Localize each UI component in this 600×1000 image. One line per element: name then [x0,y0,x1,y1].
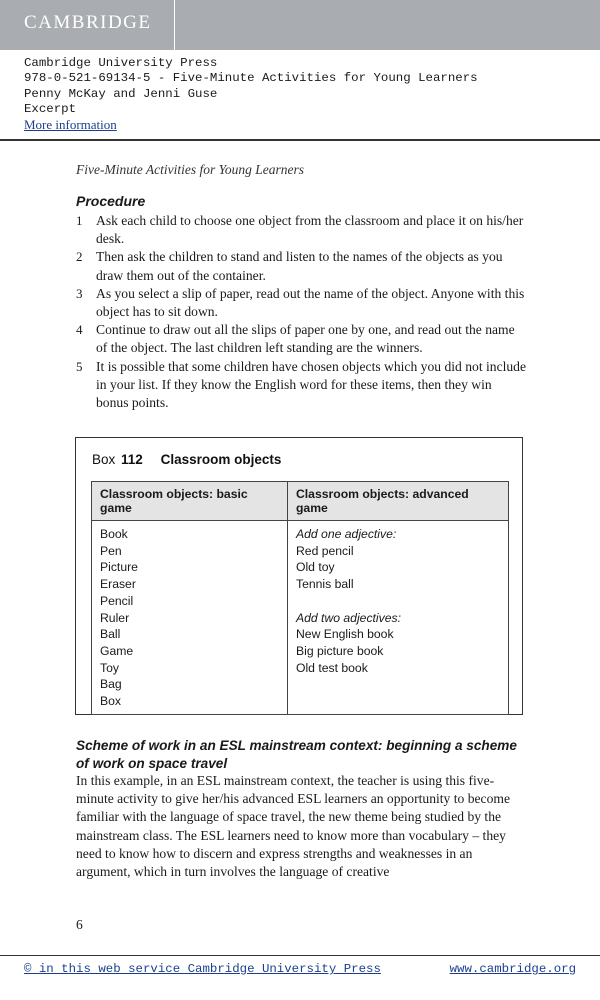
authors: Penny McKay and Jenni Guse [24,86,218,101]
basic-object-item: Book [100,527,128,541]
doc-type: Excerpt [24,101,77,116]
more-information-link[interactable]: More information [24,117,117,133]
procedure-step [76,248,526,284]
procedure-step [76,321,526,357]
step-number: 1 [76,213,83,228]
isbn-title: 978-0-521-69134-5 - Five-Minute Activities for Young Learners [24,71,478,86]
basic-object-item: Box [100,694,122,709]
box-title [92,452,281,467]
section-paragraph: In this example, in an ESL mainstream context, the teacher is using this five-minute activity to give her/his advanced ESL learners an opportunity to become familiar with the language of space travel, the new theme being studied by the mainstream class. The ESL learners need to know more than vocabulary – they need to know how to discern and express strengths and weaknesses in an argument, which in turn involves the language of creative [76,773,510,880]
step-text: Continue to draw out all the slips of paper one by one, and read out the name of the object. The last children left standing are the winners. [96,322,515,356]
adjective-instruction: Add one adjective: [295,527,397,541]
step-number: 5 [76,358,83,374]
step-text: As you select a slip of paper, read out the name of the object. Anyone with this object has to sit down. [96,285,525,320]
box-number: 112 [121,452,143,467]
procedure-steps [76,212,526,412]
procedure-heading: Procedure [76,193,146,209]
basic-object-item: Eraser [100,577,136,592]
basic-object-item: Pencil [100,593,134,608]
publisher-name: Cambridge University Press [24,56,218,70]
step-number: 3 [76,285,83,301]
advanced-object-item: Tennis ball [295,577,354,592]
column-header-basic: Classroom objects: basic game [92,482,288,521]
basic-object-item: Ball [100,627,121,642]
advanced-object-item: New English book [295,627,394,642]
box-heading: Classroom objects [160,452,282,467]
basic-object-item: Toy [100,660,119,675]
adjective-instruction: Add two adjectives: [295,610,401,625]
advanced-object-item: Old test book [295,660,368,675]
step-number: 2 [76,249,83,265]
step-text: It is possible that some children have chosen objects which you did not include in your list. If they know the English word for these items, then they win bonus points. [96,358,527,411]
step-text: Ask each child to choose one object from the classroom and place it on his/her desk. [96,213,524,247]
running-head: Five-Minute Activities for Young Learners [76,162,304,177]
step-number: 4 [76,322,83,338]
basic-object-item: Game [100,643,134,658]
section-heading: Scheme of work in an ESL mainstream context: beginning a scheme of work on space travel [76,738,517,771]
copyright-link[interactable]: © in this web service Cambridge University Press [24,962,381,976]
advanced-object-item: Red pencil [295,543,354,558]
box-112 [75,437,523,715]
basic-object-item: Ruler [100,610,130,625]
advanced-object-item: Big picture book [295,643,384,658]
basic-object-item: Pen [100,543,122,558]
basic-object-item: Bag [100,677,122,692]
page-number: 6 [76,917,83,932]
procedure-step [76,285,526,321]
advanced-object-item [296,593,500,610]
website-link[interactable]: www.cambridge.org [449,962,576,976]
step-text: Then ask the children to stand and listen to the names of the objects as you draw them out of the container. [96,249,503,283]
box-label: Box [92,452,116,467]
procedure-step [76,212,526,248]
cambridge-logo: CAMBRIDGE [24,12,152,33]
column-header-advanced: Classroom objects: advanced game [287,482,508,521]
basic-game-cell [92,521,288,715]
advanced-game-cell [287,521,508,715]
footer-rule [0,955,600,956]
header-divider [174,0,175,50]
header-rule [0,139,600,141]
procedure-step [76,358,526,413]
classroom-objects-table [91,481,509,715]
advanced-object-item: Old toy [295,560,335,575]
book-metadata [24,56,478,134]
basic-object-item: Picture [100,560,138,575]
header-bar [0,0,600,50]
